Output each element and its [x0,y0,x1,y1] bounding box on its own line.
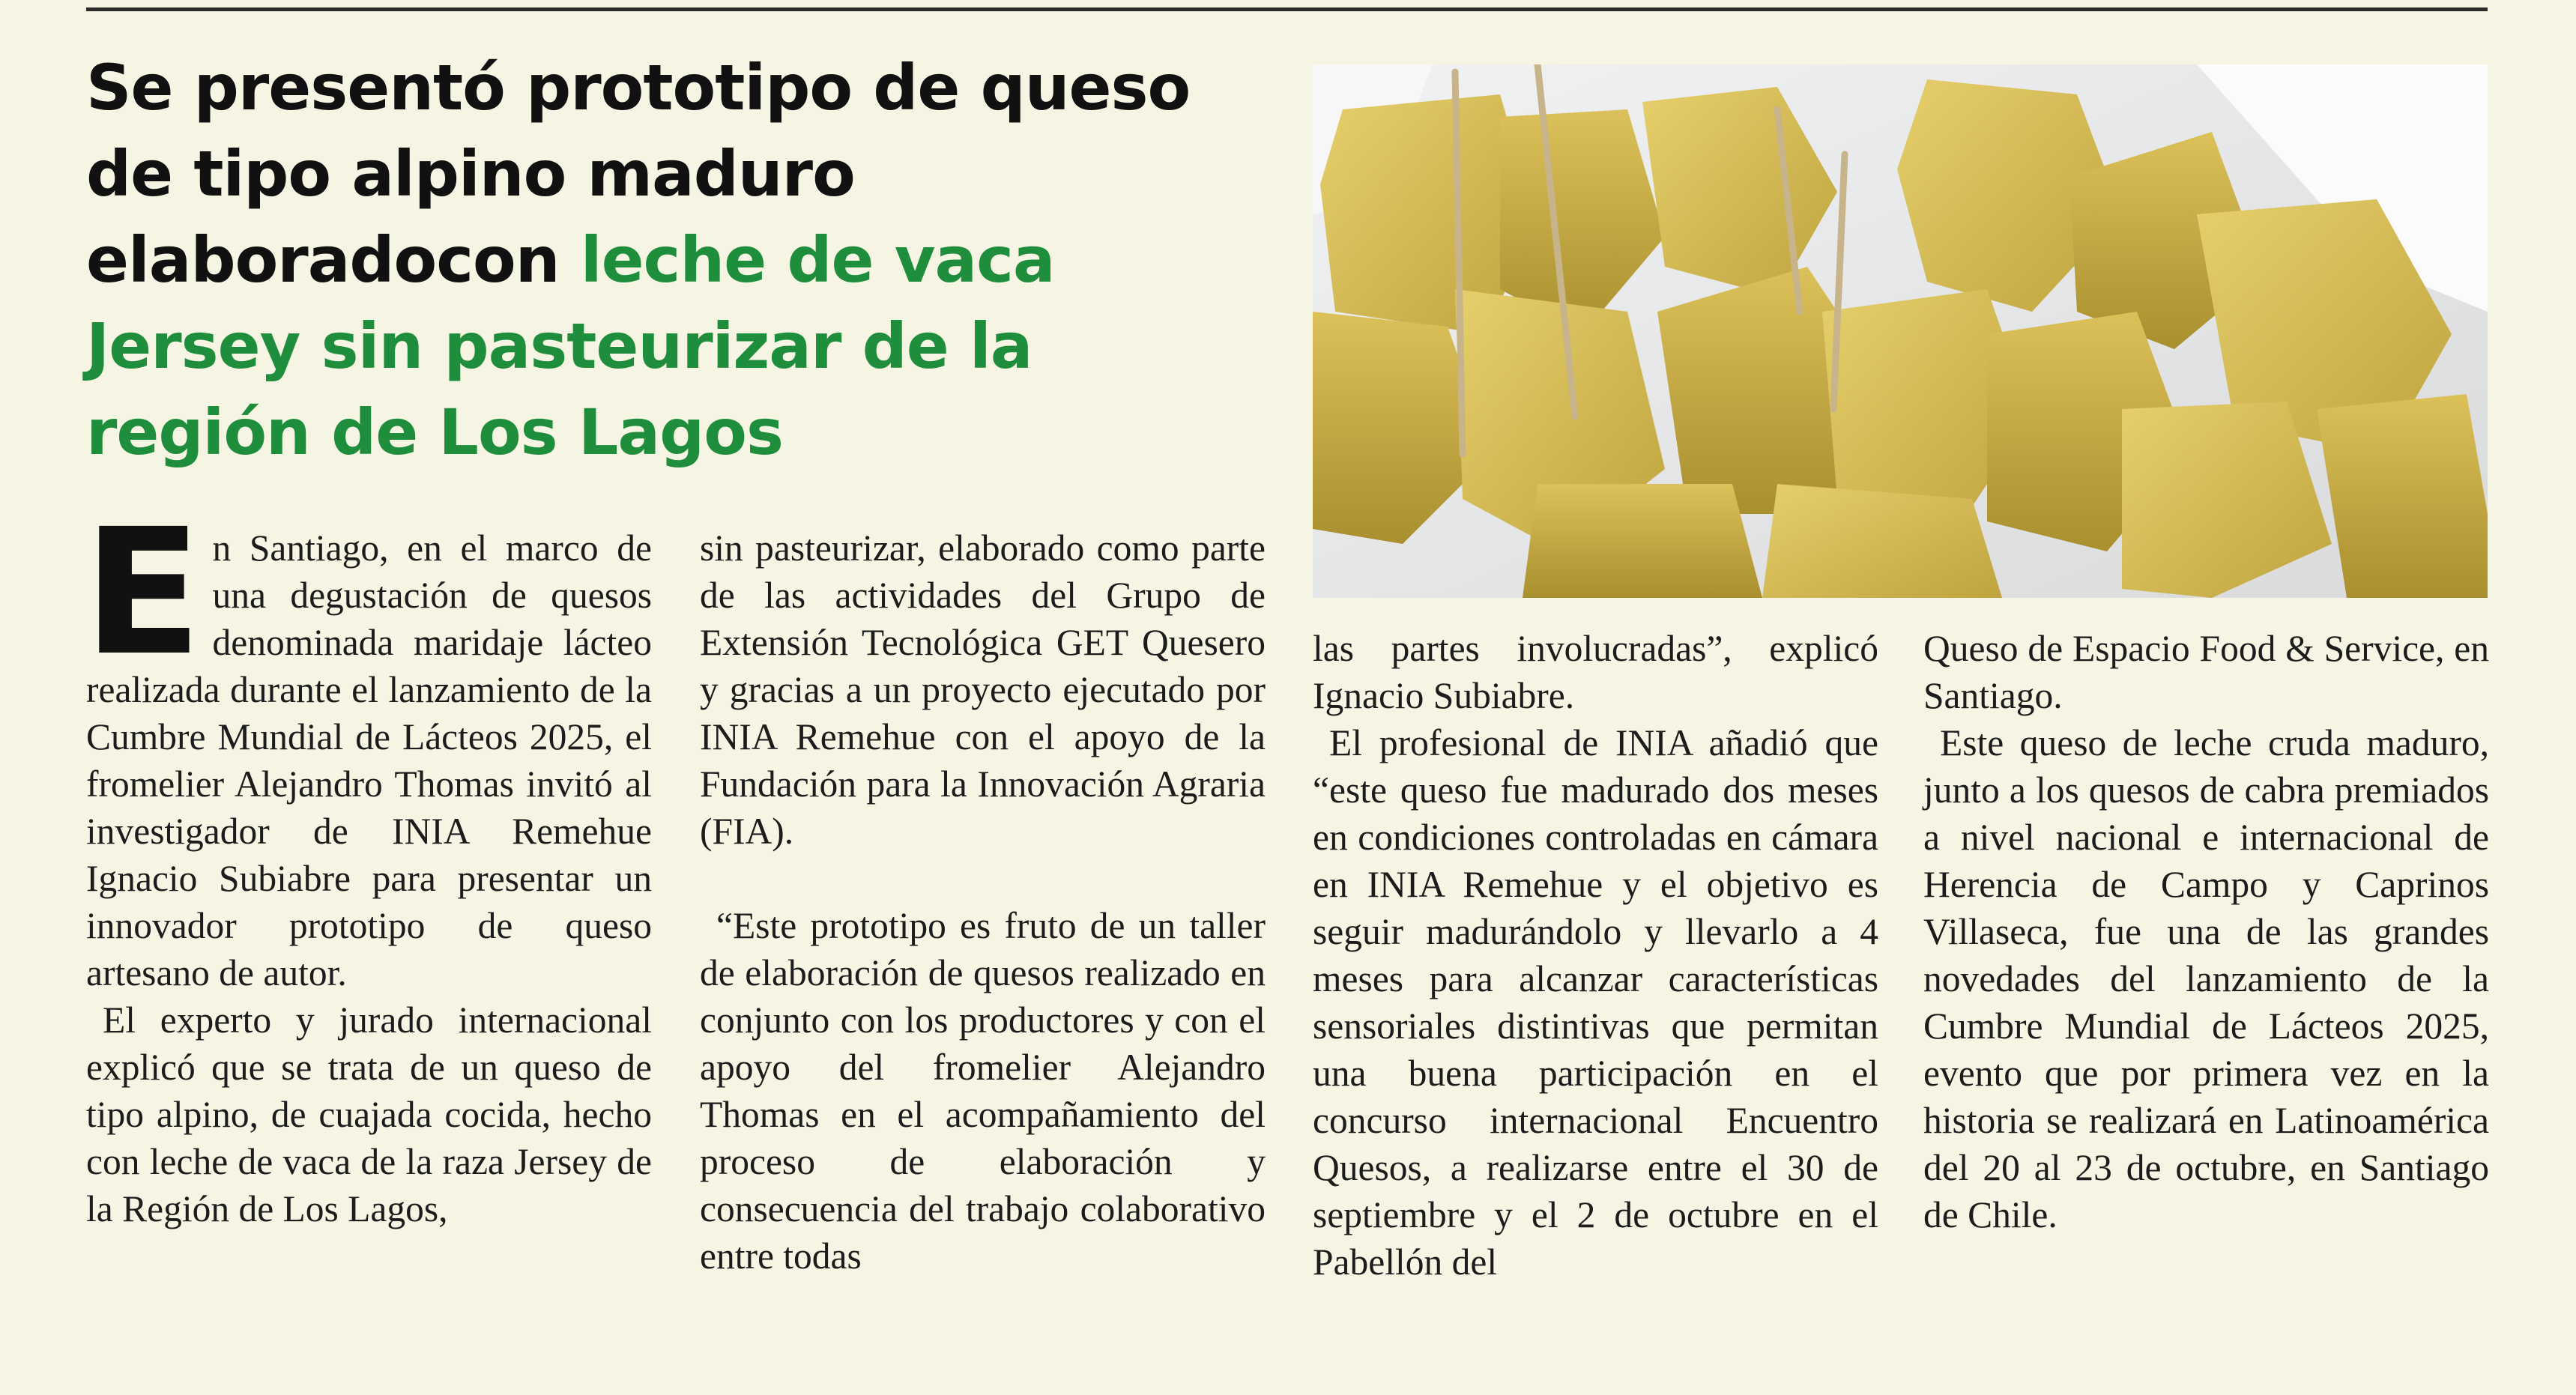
article-column-1 [83,491,652,1232]
article-paragraph: El profesional de INIA añadió que “este queso fue madurado dos meses en condiciones controladas en cámara en INIA Remehue y el objetivo es seguir madurándolo y llevarlo a 4 meses para alcanzar características sensoriales distintivas que permitan una buena participación en el concurso internacional Encuentro Quesos, a realizarse entre el 30 de septiembre y el 2 de octubre en el Pabellón del [1313,722,1878,1283]
drop-cap: E [83,491,202,694]
article-paragraph: las partes involucradas”, explicó Ignacio Subiabre. [1313,628,1878,716]
article-column-2 [700,524,1266,1280]
article-paragraph: Queso de Espacio Food & Service, en Santiago. [1923,628,2489,716]
paragraph-text: n Santiago, en el marco de una degustación de quesos denominada maridaje lácteo realizada durante el lanzamiento de la Cumbre Mundial de Lácteos 2025, el fromelier Alejandro Thomas invitó al investigador de INIA Remehue Ignacio Subiabre para presentar un innovador prototipo de queso artesano de autor. [86,527,652,993]
headline-black-text: Se presentó prototipo de queso de tipo alpino maduro elaboradocon [86,51,1191,297]
top-rule [86,7,2488,11]
article-paragraph: Este queso de leche cruda maduro, junto a los quesos de cabra premiados a nivel nacional e internacional de Herencia de Campo y Caprinos Villaseca, fue una de las grandes novedades del lanzamiento de la Cumbre Mundial de Lácteos 2025, evento que por primera vez en la historia se realizará en Latinoamérica del 20 al 23 de octubre, en Santiago de Chile. [1923,722,2489,1235]
article-paragraph: “Este prototipo es fruto de un taller de elaboración de quesos realizado en conjunto con los productores y con el apoyo del fromelier Alejandro Thomas en el acompañamiento del proceso de elaboración y consecuencia del trabajo colaborativo entre todas [700,905,1266,1277]
article-paragraph [83,491,652,996]
article-paragraph: El experto y jurado internacional explicó que se trata de un queso de tipo alpino, de cuajada cocida, hecho con leche de vaca de la raza Jersey de la Región de Los Lagos, [86,999,652,1229]
article-column-4 [1923,625,2489,1238]
article-column-3 [1313,625,1878,1286]
cheese-cubes-photo [1313,64,2488,598]
article-paragraph: sin pasteurizar, elaborado como parte de las actividades del Grupo de Extensión Tecnológica GET Quesero y gracias a un proyecto ejecutado por INIA Remehue con el apoyo de la Fundación para la Innovación Agraria (FIA). [700,527,1266,852]
headline-green-text: leche de vaca Jersey sin pasteurizar de la región de Los Lagos [86,223,1055,469]
article-headline [86,45,1255,476]
